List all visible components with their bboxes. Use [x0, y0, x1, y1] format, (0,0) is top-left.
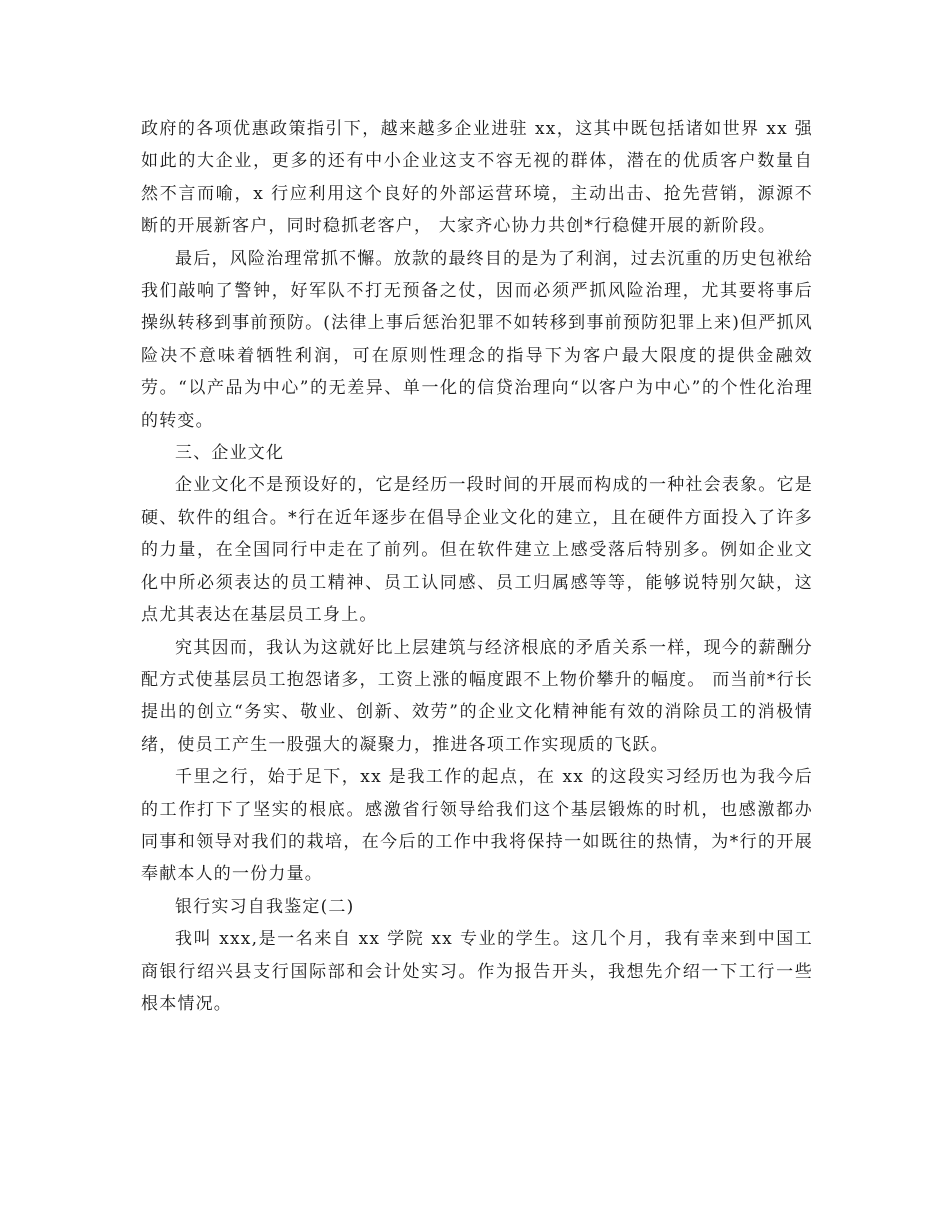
paragraph-continuation: 政府的各项优惠政策指引下，越来越多企业进驻 xx，这其中既包括诸如世界 xx 强如此的大企业，更多的还有中小企业这支不容无视的群体，潜在的优质客户数量自然不言而喻，x 行应利用这个良好的外部运营环境，主动出击、抢先营销，源源不断的开展新客户，同时稳抓老客户， 大家齐心协力共创*行稳健开展的新阶段。: [141, 119, 813, 237]
paragraph-culture-intro: 企业文化不是预设好的，它是经历一段时间的开展而构成的一种社会表象。它是硬、软件的组合。*行在近年逐步在倡导企业文化的建立，且在硬件方面投入了许多的力量，在全国同行中走在了前列。但在软件建立上感受落后特别多。例如企业文化中所必须表达的员工精神、员工认同感、员工归属感等等，能够说特别欠缺，这点尤其表达在基层员工身上。: [141, 475, 813, 626]
paragraph-self-intro: 我叫 xxx,是一名来自 xx 学院 xx 专业的学生。这几个月，我有幸来到中国工商银行绍兴县支行国际部和会计处实习。作为报告开头，我想先介绍一下工行一些根本情况。: [141, 929, 813, 1014]
section-heading-corporate-culture: 三、企业文化: [175, 443, 285, 464]
paragraph-culture-reasons: 究其因而，我认为这就好比上层建筑与经济根底的矛盾关系一样，现今的薪酬分配方式使基层员工抱怨诸多，工资上涨的幅度跟不上物价攀升的幅度。 而当前*行长提出的创立“务实、敬业、创新、效劳”的企业文化精神能有效的消除员工的消极情绪，使员工产生一股强大的凝聚力，推进各项工作实现质的飞跃。: [141, 637, 813, 755]
paragraph-conclusion: 千里之行，始于足下，xx 是我工作的起点，在 xx 的这段实习经历也为我今后的工作打下了坚实的根底。感激省行领导给我们这个基层锻炼的时机，也感激都办同事和领导对我们的栽培，在今后的工作中我将保持一如既往的热情，为*行的开展奉献本人的一份力量。: [141, 767, 813, 885]
section-heading-self-assessment-2: 银行实习自我鉴定(二): [175, 896, 355, 917]
paragraph-risk-management: 最后，风险治理常抓不懈。放款的最终目的是为了利润，过去沉重的历史包袱给我们敲响了警钟，好军队不打无预备之仗，因而必须严抓风险治理，尤其要将事后操纵转移到事前预防。(法律上事后惩治犯罪不如转移到事前预防犯罪上来)但严抓风险决不意味着牺牲利润，可在原则性理念的指导下为客户最大限度的提供金融效劳。“以产品为中心”的无差异、单一化的信贷治理向“以客户为中心”的个性化治理的转变。: [141, 248, 813, 431]
document-body: [141, 113, 813, 1020]
